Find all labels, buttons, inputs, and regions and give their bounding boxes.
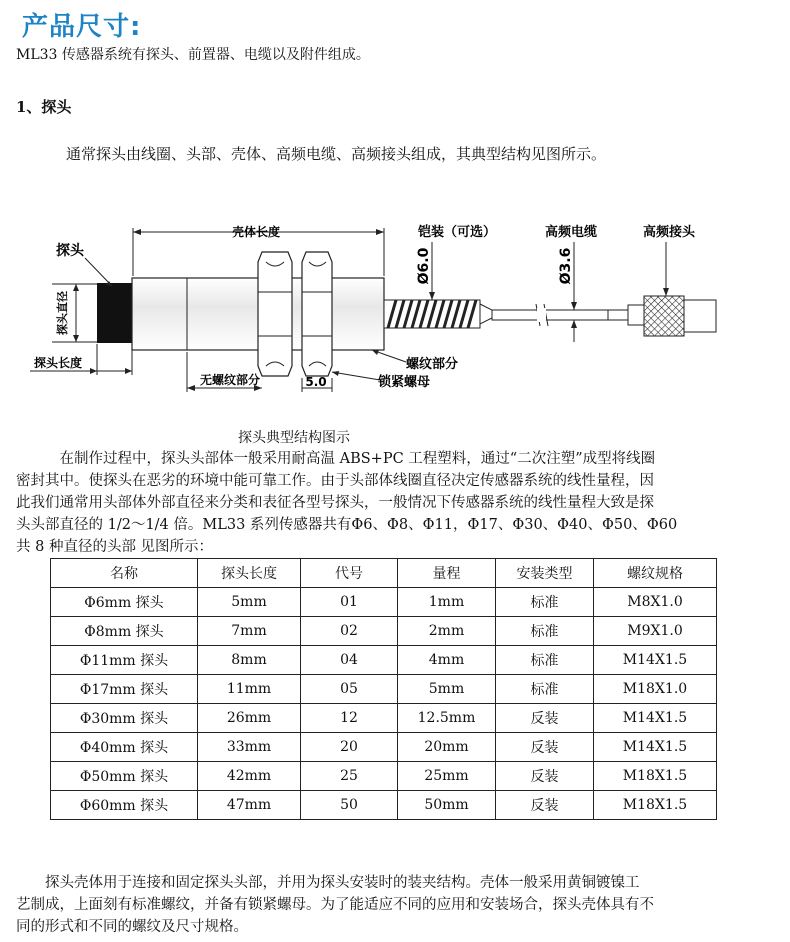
footer-line: 探头壳体用于连接和固定探头头部，并用为探头安装时的装夹结构。壳体一般采用黄铜镀镍工 [16,875,640,891]
table-cell: 8mm [198,646,301,675]
footer-line: 同的形式和不同的螺纹及尺寸规格。 [16,919,248,935]
table-cell: M14X1.5 [594,646,717,675]
table-cell: 05 [301,675,398,704]
col-header: 名称 [51,559,198,588]
table-cell: 7mm [198,617,301,646]
table-cell: Φ11mm 探头 [51,646,198,675]
table-row [51,588,717,617]
table-cell: 反装 [496,733,594,762]
label-thread-part: 螺纹部分 [406,357,459,372]
table-cell: 12.5mm [398,704,496,733]
table-row [51,646,717,675]
label-no-thread: 无螺纹部分 [199,373,261,387]
table-cell: Φ8mm 探头 [51,617,198,646]
table-body [51,588,717,820]
probe-description: 通常探头由线圈、头部、壳体、高频电缆、高频接头组成，其典型结构见图所示。 [66,145,607,163]
col-header: 代号 [301,559,398,588]
table-cell: 50mm [398,791,496,820]
table-row [51,675,717,704]
page-title: 产品尺寸: [22,12,142,42]
table-cell: 5mm [198,588,301,617]
body-line: 共 8 种直径的头部 见图所示： [16,539,214,555]
body-line: 在制作过程中，探头头部体一般采用耐高温 ABS+PC 工程塑料，通过“二次注塑”成型将线圈 [16,451,656,467]
table-cell: 33mm [198,733,301,762]
table-cell: Φ30mm 探头 [51,704,198,733]
table-cell: 20mm [398,733,496,762]
table-header-row [51,559,717,588]
lock-nut-right [302,252,332,376]
label-armor: 铠装（可选） [418,225,497,240]
table-cell: Φ6mm 探头 [51,588,198,617]
col-header: 螺纹规格 [594,559,717,588]
table-cell: M8X1.0 [594,588,717,617]
table-cell: 12 [301,704,398,733]
table-row [51,762,717,791]
table-cell: 1mm [398,588,496,617]
table-cell: 反装 [496,791,594,820]
table-cell: Φ60mm 探头 [51,791,198,820]
label-dia-6: Ø6.0 [416,247,432,285]
label-probe-diameter: 探头直径 [56,291,69,335]
table-cell: M18X1.5 [594,762,717,791]
section-heading-probe: 1、探头 [16,98,72,116]
table-cell: 反装 [496,762,594,791]
label-hf-connector: 高频接头 [643,225,696,240]
table-cell: M18X1.5 [594,791,717,820]
table-row [51,733,717,762]
table-cell: 反装 [496,704,594,733]
table-cell: Φ40mm 探头 [51,733,198,762]
table-cell: Φ50mm 探头 [51,762,198,791]
table-cell: 11mm [198,675,301,704]
table-cell: 26mm [198,704,301,733]
table-cell: M18X1.0 [594,675,717,704]
label-lock-nut: 锁紧螺母 [378,375,431,390]
lock-nut-left [258,252,292,376]
table-cell: 标准 [496,588,594,617]
footer-paragraph [16,872,776,938]
table-cell: M9X1.0 [594,617,717,646]
table-cell: 标准 [496,617,594,646]
label-hf-cable: 高频电缆 [545,225,598,240]
table-cell: 25mm [398,762,496,791]
footer-line: 艺制成，上面刻有标准螺纹，并备有锁紧螺母。为了能适应不同的应用和安装场合，探头壳体具有不 [16,897,654,913]
table-cell: 02 [301,617,398,646]
table-cell: 01 [301,588,398,617]
table-cell: 50 [301,791,398,820]
label-dim-5: 5.0 [305,375,327,389]
table-row [51,791,717,820]
intro-text: ML33 传感器系统有探头、前置器、电缆以及附件组成。 [16,47,370,63]
table-cell: 5mm [398,675,496,704]
probe-structure-diagram [0,200,790,425]
label-probe: 探头 [56,243,84,259]
table-cell: Φ17mm 探头 [51,675,198,704]
table-cell: 20 [301,733,398,762]
table-cell: 25 [301,762,398,791]
label-probe-length: 探头长度 [33,356,83,370]
table-cell: M14X1.5 [594,733,717,762]
table-cell: 04 [301,646,398,675]
table-cell: 2mm [398,617,496,646]
label-shell-length: 壳体长度 [231,225,281,239]
body-line: 密封其中。使探头在恶劣的环境中能可靠工作。由于头部体线圈直径决定传感器系统的线性量程，因 [16,473,654,489]
probe-spec-table [50,558,717,820]
label-dia-3-6: Ø3.6 [558,247,574,285]
table-cell: 标准 [496,675,594,704]
table-row [51,704,717,733]
hf-connector [628,296,716,336]
table-cell: M14X1.5 [594,704,717,733]
body-line: 此我们通常用头部体外部直径来分类和表征各型号探头，一般情况下传感器系统的线性量程大致是探 [16,495,654,511]
probe-head [97,283,132,343]
body-paragraph [16,448,776,558]
table-cell: 4mm [398,646,496,675]
col-header: 量程 [398,559,496,588]
table-cell: 47mm [198,791,301,820]
diagram-caption: 探头典型结构图示 [238,430,350,446]
table-cell: 42mm [198,762,301,791]
table-cell: 标准 [496,646,594,675]
table-row [51,617,717,646]
col-header: 探头长度 [198,559,301,588]
col-header: 安装类型 [496,559,594,588]
body-line: 头头部直径的 1/2～1/4 倍。ML33 系列传感器共有Φ6、Φ8、Φ11，Φ17、Φ30、Φ40、Φ50、Φ60 [16,517,678,533]
armor-spring [384,300,480,328]
